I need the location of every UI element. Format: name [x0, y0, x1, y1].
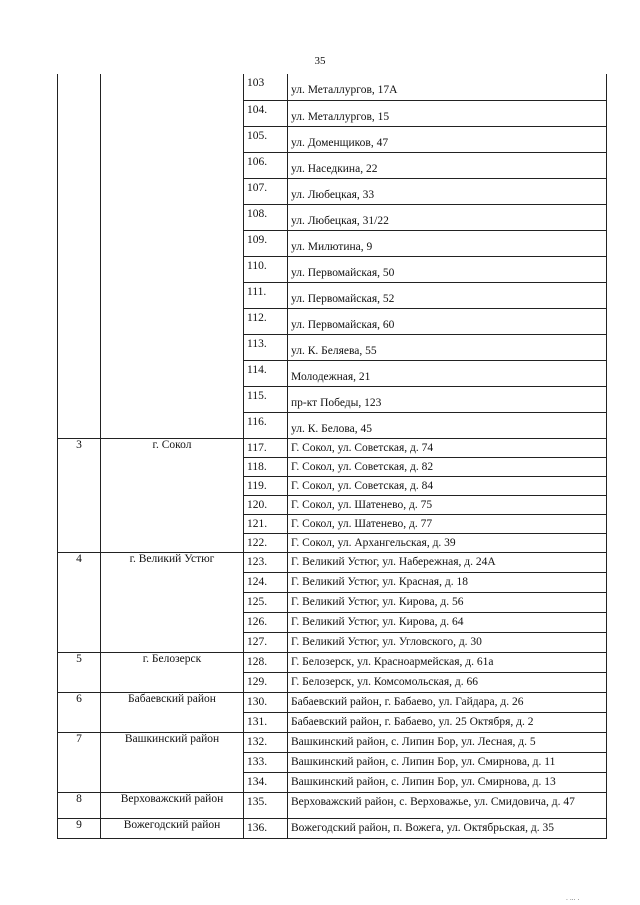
point-index: 133.	[244, 752, 288, 772]
point-index: 126.	[244, 612, 288, 632]
address: Г. Сокол, ул. Советская, д. 84	[288, 476, 607, 495]
row-group-number: 8	[58, 792, 101, 818]
row-group-number: 4	[58, 552, 101, 652]
point-index: 130.	[244, 692, 288, 712]
point-index: 124.	[244, 572, 288, 592]
point-index: 128.	[244, 652, 288, 672]
point-index: 106.	[244, 152, 288, 178]
address: ул. Металлургов, 17А	[288, 74, 607, 100]
address: ул. Первомайская, 52	[288, 282, 607, 308]
district-name: г. Белозерск	[101, 652, 244, 692]
table-row	[58, 552, 607, 572]
point-index: 119.	[244, 476, 288, 495]
point-index: 105.	[244, 126, 288, 152]
point-index: 109.	[244, 230, 288, 256]
row-group-number: 7	[58, 732, 101, 792]
address: Г. Великий Устюг, ул. Красная, д. 18	[288, 572, 607, 592]
point-index: 110.	[244, 256, 288, 282]
address: Вожегодский район, п. Вожега, ул. Октябрьская, д. 35	[288, 818, 607, 838]
row-group-number: 3	[58, 438, 101, 552]
table-row	[58, 732, 607, 752]
address: Верховажский район, с. Верховажье, ул. Смидовича, д. 47	[288, 792, 607, 818]
address: ул. К. Белова, 45	[288, 412, 607, 438]
address: Г. Сокол, ул. Советская, д. 74	[288, 438, 607, 457]
address: ул. Металлургов, 15	[288, 100, 607, 126]
address: Г. Сокол, ул. Советская, д. 82	[288, 457, 607, 476]
address: ул. Любецкая, 33	[288, 178, 607, 204]
point-index: 136.	[244, 818, 288, 838]
district-name: Верховажский район	[101, 792, 244, 818]
point-index: 118.	[244, 457, 288, 476]
point-index: 125.	[244, 592, 288, 612]
address: Г. Сокол, ул. Шатенево, д. 77	[288, 514, 607, 533]
district-name: г. Великий Устюг	[101, 552, 244, 652]
point-index: 131.	[244, 712, 288, 732]
address: ул. Первомайская, 60	[288, 308, 607, 334]
point-index: 113.	[244, 334, 288, 360]
address: Г. Великий Устюг, ул. Набережная, д. 24А	[288, 552, 607, 572]
point-index: 127.	[244, 632, 288, 652]
point-index: 122.	[244, 533, 288, 552]
point-index: 115.	[244, 386, 288, 412]
district-name: Вашкинский район	[101, 732, 244, 792]
row-group-number: 5	[58, 652, 101, 692]
point-index: 116.	[244, 412, 288, 438]
table-row	[58, 652, 607, 672]
table-row	[58, 74, 607, 100]
point-index: 132.	[244, 732, 288, 752]
point-index: 107.	[244, 178, 288, 204]
point-index: 129.	[244, 672, 288, 692]
address: ул. Первомайская, 50	[288, 256, 607, 282]
point-index: 104.	[244, 100, 288, 126]
point-index: 120.	[244, 495, 288, 514]
row-group-number: 9	[58, 818, 101, 838]
district-name	[101, 74, 244, 438]
address: Г. Великий Устюг, ул. Угловского, д. 30	[288, 632, 607, 652]
address: Бабаевский район, г. Бабаево, ул. 25 Октября, д. 2	[288, 712, 607, 732]
address: Г. Великий Устюг, ул. Кирова, д. 64	[288, 612, 607, 632]
address: Вашкинский район, с. Липин Бор, ул. Лесная, д. 5	[288, 732, 607, 752]
table-row	[58, 818, 607, 838]
address: Бабаевский район, г. Бабаево, ул. Гайдара, д. 26	[288, 692, 607, 712]
point-index: 121.	[244, 514, 288, 533]
address: ул. К. Беляева, 55	[288, 334, 607, 360]
address: Г. Белозерск, ул. Красноармейская, д. 61а	[288, 652, 607, 672]
address: Вашкинский район, с. Липин Бор, ул. Смирнова, д. 11	[288, 752, 607, 772]
row-group-number	[58, 74, 101, 438]
address: ул. Доменщиков, 47	[288, 126, 607, 152]
point-index: 112.	[244, 308, 288, 334]
point-index: 108.	[244, 204, 288, 230]
address: Г. Сокол, ул. Архангельская, д. 39	[288, 533, 607, 552]
point-index: 114.	[244, 360, 288, 386]
district-name: Вожегодский район	[101, 818, 244, 838]
address: ул. Милютина, 9	[288, 230, 607, 256]
address: Молодежная, 21	[288, 360, 607, 386]
address: ул. Любецкая, 31/22	[288, 204, 607, 230]
page-number: 35	[314, 55, 326, 67]
point-index: 135.	[244, 792, 288, 818]
address-table	[57, 74, 607, 839]
district-name: г. Сокол	[101, 438, 244, 552]
district-name: Бабаевский район	[101, 692, 244, 732]
address: Вашкинский район, с. Липин Бор, ул. Смирнова, д. 13	[288, 772, 607, 792]
table-row	[58, 692, 607, 712]
table-row	[58, 792, 607, 818]
address: Г. Белозерск, ул. Комсомольская, д. 66	[288, 672, 607, 692]
table-row	[58, 438, 607, 457]
address: Г. Великий Устюг, ул. Кирова, д. 56	[288, 592, 607, 612]
point-index: 117.	[244, 438, 288, 457]
point-index: 111.	[244, 282, 288, 308]
address: пр-кт Победы, 123	[288, 386, 607, 412]
address: ул. Наседкина, 22	[288, 152, 607, 178]
point-index: 134.	[244, 772, 288, 792]
point-index: 123.	[244, 552, 288, 572]
row-group-number: 6	[58, 692, 101, 732]
address: Г. Сокол, ул. Шатенево, д. 75	[288, 495, 607, 514]
point-index: 103	[244, 74, 288, 100]
scan-mark: · ··· ·	[566, 897, 580, 904]
address-table-body	[58, 74, 607, 838]
